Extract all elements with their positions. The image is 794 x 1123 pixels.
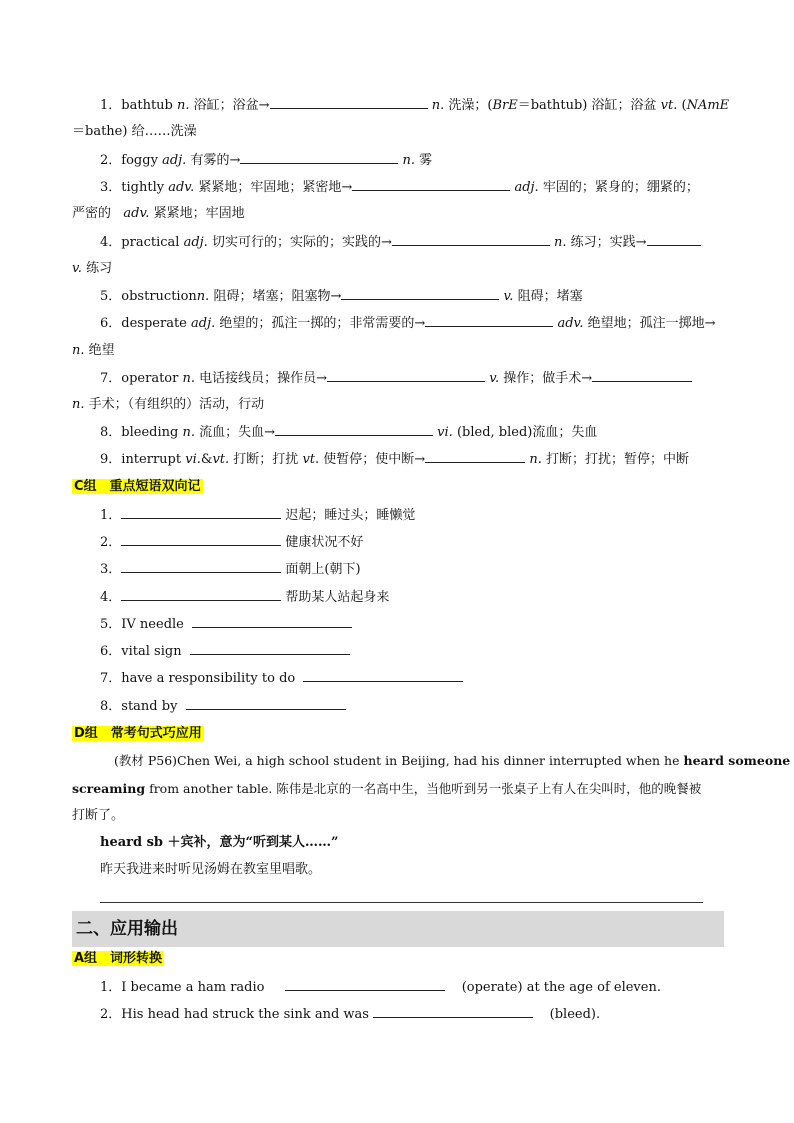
pos: n. [196,289,210,304]
example-text: from another table. 陈伟是北京的一名高中生，当他听到另一张桌子上有人在尖叫时，他的晚餐被 [145,781,702,796]
translation-prompt [100,861,722,879]
definition: 切实可行的；实际的；实践的→ [211,235,392,250]
headword: bathtub [121,98,173,113]
exercise-item-1 [100,978,722,997]
answer-blank[interactable] [121,588,281,601]
pos: n. [72,397,85,412]
phrase-item-3 [100,560,722,579]
answer-blank[interactable] [285,978,445,991]
definition: 阻碍；堵塞；阻塞物→ [213,289,342,304]
answer-blank[interactable] [592,369,692,382]
definition: 使暂停；使中断→ [323,452,426,467]
vocab-item-3-cont [72,205,722,223]
pos: vi. [185,452,201,467]
vocab-item-8 [100,423,722,442]
pos: v. [72,261,82,276]
vocab-item-9 [100,450,722,469]
item-number: 7． [100,371,122,386]
group-a-label: A组 词形转换 [74,951,163,966]
pos: n. [554,235,567,250]
pos: adj. [162,153,187,168]
definition: 绝望的；孤注一掷的；非常需要的→ [219,316,426,331]
group-a-heading [72,950,722,968]
definition: 流血；失血→ [199,425,276,440]
item-number: 2． [100,153,122,168]
sentence-text: (bleed). [549,1007,601,1022]
item-number: 7． [100,671,122,686]
pos: n. [182,371,196,386]
headword: foggy [121,153,158,168]
headword: tightly [121,180,165,195]
answer-blank[interactable] [647,233,701,246]
definition: 浴缸；浴盆→ [193,98,270,113]
phrase-meaning: 帮助某人站起身来 [285,590,390,605]
headword: practical [121,235,180,250]
variant: NAmE [686,98,730,113]
example-text: 打断了。 [72,808,125,823]
answer-blank[interactable] [425,314,553,327]
item-number: 2． [100,1007,122,1022]
definition: 阻碍；堵塞 [517,289,583,304]
definition: 洗澡；( [448,98,493,113]
answer-blank[interactable] [303,669,463,682]
vocab-item-2 [100,151,722,170]
definition: (bled, bled)流血；失血 [456,425,598,440]
item-number: 4． [100,590,122,605]
pos: adv. [168,180,195,195]
headword: desperate [121,316,187,331]
group-c-heading [72,478,722,496]
variant: BrE [492,98,518,113]
pos: n. [177,98,190,113]
example-highlight: heard someone [683,753,791,768]
pos: vt. [660,98,678,113]
sentence-text: His head had struck the sink and was [121,1007,369,1022]
phrase-item-5 [100,615,722,634]
rule-meaning: ＋宾补，意为“听到某人……” [163,835,339,850]
definition: 打断；打扰；暂停；中断 [545,452,689,467]
definition: 手术；（有组织的）活动，行动 [88,397,265,412]
rule-pattern: heard sb [100,835,164,850]
phrase-english: stand by [121,699,178,714]
vocab-item-5 [100,287,722,306]
vocab-item-6 [100,314,722,333]
item-number: 5． [100,617,122,632]
definition: ＝bathe) 给……洗澡 [72,124,197,139]
headword: operator [121,371,179,386]
phrase-item-7 [100,669,722,688]
phrase-english: IV needle [121,617,184,632]
example-sentence-line-3 [72,807,722,825]
item-number: 3． [100,180,122,195]
definition: 打断；打扰 [233,452,299,467]
vocab-item-3 [100,178,722,197]
definition: 紧紧地；牢固地 [153,206,245,221]
pos: vt. [302,452,320,467]
pos: adv. [557,316,584,331]
pos: adj. [183,235,208,250]
section-title: 二、应用输出 [76,919,178,939]
sentence-text: I became a ham radio [121,980,265,995]
answer-blank[interactable] [275,423,433,436]
definition: ＝bathtub) 浴缸；浴盆 [517,98,657,113]
definition: 雾 [419,153,433,168]
vocab-item-6-cont [72,342,722,360]
phrase-english: have a responsibility to do [121,671,296,686]
pos: v. [503,289,514,304]
answer-blank[interactable] [121,560,281,573]
answer-blank[interactable] [270,96,428,109]
paren: ( [681,98,687,113]
item-number: 3． [100,562,122,577]
definition: 练习 [86,261,113,276]
pos: adv. [123,206,150,221]
pos: n. [182,425,195,440]
phrase-item-2 [100,533,722,552]
answer-blank[interactable] [392,233,550,246]
item-number: 5． [100,289,122,304]
item-number: 9． [100,452,122,467]
pos: n. [72,343,85,358]
pos: vi. [437,425,453,440]
example-highlight: screaming [72,781,146,796]
item-number: 4． [100,235,122,250]
item-number: 1． [100,508,122,523]
pos: adj. [514,180,539,195]
headword: obstruction [121,289,197,304]
item-number: 8． [100,699,122,714]
vocab-item-7 [100,369,722,388]
phrase-meaning: 面朝上(朝下) [285,562,361,577]
definition: 绝望 [88,343,115,358]
phrase-meaning: 健康状况不好 [285,535,364,550]
vocab-item-4-cont [72,260,722,278]
group-c-label: C组 重点短语双向记 [74,479,201,494]
phrase-item-1 [100,506,722,525]
sentence-text: (operate) at the age of eleven. [461,980,661,995]
item-number: 6． [100,316,122,331]
group-d-label: D组 常考句式巧应用 [74,726,202,741]
vocab-item-4 [100,233,722,252]
example-sentence-line-2 [72,780,722,798]
item-number: 2． [100,535,122,550]
answer-blank[interactable] [192,615,352,628]
pos: n. [529,452,542,467]
item-number: 1． [100,980,122,995]
answer-blank[interactable] [186,697,346,710]
pos: v. [489,371,500,386]
vocab-item-7-cont [72,396,722,414]
pos: adj. [191,316,216,331]
answer-blank[interactable] [327,369,485,382]
example-sentence-line-1 [114,752,791,770]
answer-blank[interactable] [373,1005,533,1018]
pos: n. [402,153,416,168]
item-number: 6． [100,644,122,659]
answer-blank[interactable] [121,533,281,546]
definition: 有雾的→ [190,153,241,168]
phrase-english: vital sign [121,644,182,659]
definition: 操作；做手术→ [503,371,593,386]
item-number: 8． [100,425,122,440]
definition: 牢固的；紧身的；绷紧的； [542,180,699,195]
grammar-rule [100,834,722,852]
vocab-item-1 [100,96,730,115]
phrase-meaning: 迟起；睡过头；睡懒觉 [285,508,416,523]
answer-blank[interactable] [190,642,350,655]
exercise-item-2 [100,1005,722,1024]
definition: 紧紧地；牢固地；紧密地→ [198,180,353,195]
item-number: 1． [100,98,122,113]
phrase-item-4 [100,588,722,607]
pos: vt. [212,452,230,467]
example-text: (教材 P56)Chen Wei, a high school student in Beijing, had his dinner interrupted when he [114,753,684,768]
definition: 练习；实践→ [570,235,647,250]
phrase-item-6 [100,642,722,661]
answer-blank[interactable] [352,178,510,191]
conjunction: & [200,452,213,467]
definition: 严密的 [72,206,112,221]
definition: 绝望地；孤注一掷地→ [587,316,716,331]
phrase-item-8 [100,697,722,716]
headword: bleeding [121,425,179,440]
translation-sentence: 昨天我进来时听见汤姆在教室里唱歌。 [100,862,322,877]
answer-line[interactable] [100,902,703,903]
definition: 电话接线员；操作员→ [199,371,328,386]
answer-blank[interactable] [240,151,398,164]
answer-blank[interactable] [341,287,499,300]
group-d-heading [72,725,722,743]
vocab-item-1-cont [72,123,722,141]
pos: n. [431,98,445,113]
answer-blank[interactable] [425,450,525,463]
headword: interrupt [121,452,182,467]
answer-blank[interactable] [121,506,281,519]
